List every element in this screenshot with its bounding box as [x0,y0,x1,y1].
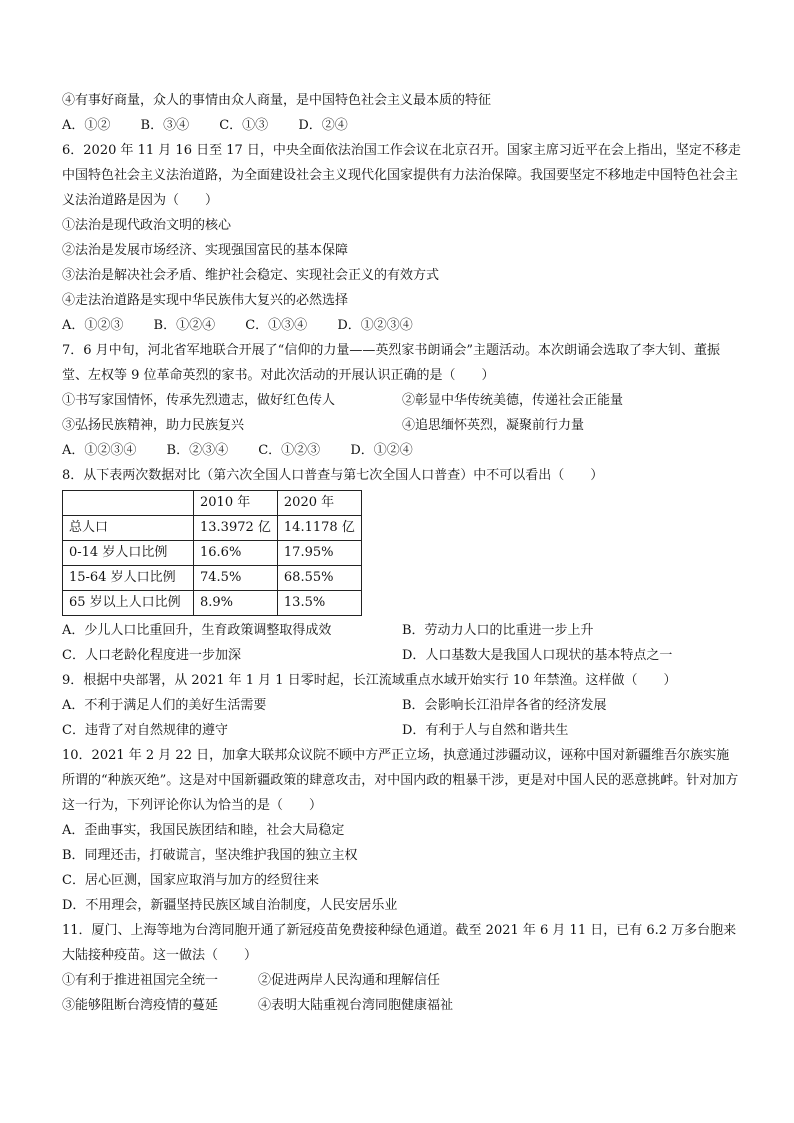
q6-choice-d[interactable]: D．①②③④ [337,318,413,333]
q10-choice-d[interactable]: D．不用理会，新疆坚持民族区域自治制度，人民安居乐业 [62,898,398,913]
q8-choice-b[interactable]: B．劳动力人口的比重进一步上升 [402,623,594,638]
table-cell: 15-64 岁人口比例 [63,566,194,591]
table-header-cell: 2020 年 [277,491,361,516]
q7-option-4: ④追思缅怀英烈，凝聚前行力量 [402,418,585,433]
q5-choice-b[interactable]: B．③④ [140,118,190,133]
q7-choices [62,438,742,463]
table-row [63,591,362,616]
table-row [63,566,362,591]
q6-stem: 6．2020 年 11 月 16 日至 17 日，中央全面依法治国工作会议在北京召开。国家主席习近平在会上指出，坚定不移走中国特色社会主义法治道路，为全面建设社会主义现代化国家提供有力法治保障。我国要坚定不移地走中国特色社会主义法治道路是因为（ ） [62,143,741,208]
q7-option-1: ①书写家国情怀，传承先烈遗志，做好红色传人 [62,393,336,408]
q9-stem: 9．根据中央部署，从 2021 年 1 月 1 日零时起，长江流域重点水域开始实行 10 年禁渔。这样做（ ） [62,673,677,688]
q6-choice-a[interactable]: A．①②③ [62,318,124,333]
q10-stem: 10．2021 年 2 月 22 日，加拿大联邦众议院不顾中方严正立场，执意通过涉疆动议，诬称中国对新疆维吾尔族实施所谓的“种族灭绝”。这是对中国新疆政策的肆意攻击，对中国内政的粗暴干涉，更是对中国人民的恶意挑衅。针对加方这一行为，下列评论你认为恰当的是（ ） [62,748,739,813]
table-cell: 总人口 [63,516,194,541]
q5-choices [62,113,742,138]
q5-choice-c[interactable]: C．①③ [219,118,269,133]
table-cell: 68.55% [277,566,361,591]
q11-option-3: ③能够阻断台湾疫情的蔓延 [62,998,219,1013]
exam-page [62,88,742,1018]
q8-choice-c[interactable]: C．人口老龄化程度进一步加深 [62,648,241,663]
q6-option-2: ②法治是发展市场经济、实现强国富民的基本保障 [62,243,349,258]
table-row [63,541,362,566]
q11-option-4: ④表明大陆重视台湾同胞健康福祉 [258,998,454,1013]
q9-choice-b[interactable]: B．会影响长江沿岸各省的经济发展 [402,698,607,713]
q9-choice-a[interactable]: A．不利于满足人们的美好生活需要 [62,698,267,713]
q10-choice-c[interactable]: C．居心叵测，国家应取消与加方的经贸往来 [62,873,319,888]
q9-choice-c[interactable]: C．违背了对自然规律的遵守 [62,723,228,738]
q7-options-row-2 [62,413,742,438]
population-table [62,490,362,616]
table-header-row [63,491,362,516]
q7-stem: 7．6 月中旬，河北省军地联合开展了“信仰的力量——英烈家书朗诵会”主题活动。本次朗诵会选取了李大钊、董振堂、左权等 9 位革命英烈的家书。对此次活动的开展认识正确的是（ ） [62,343,720,383]
q7-choice-c[interactable]: C．①②③ [258,443,321,458]
q5-choice-a[interactable]: A．①② [62,118,111,133]
q5-option-4: ④有事好商量，众人的事情由众人商量，是中国特色社会主义最本质的特征 [62,93,492,108]
q7-choice-d[interactable]: D．①②④ [350,443,413,458]
q8-choice-a[interactable]: A．少儿人口比重回升，生育政策调整取得成效 [62,623,332,638]
q6-option-1: ①法治是现代政治文明的核心 [62,218,232,233]
q9-choice-d[interactable]: D．有利于人与自然和谐共生 [402,723,569,738]
table-cell: 13.5% [277,591,361,616]
q6-choice-b[interactable]: B．①②④ [153,318,216,333]
q7-choice-b[interactable]: B．②③④ [166,443,229,458]
q9-choices-row-1 [62,693,742,718]
table-header-cell: 2010 年 [194,491,278,516]
table-header-cell [63,491,194,516]
q8-choice-d[interactable]: D．人口基数大是我国人口现状的基本特点之一 [402,648,673,663]
table-cell: 16.6% [194,541,278,566]
table-cell: 65 岁以上人口比例 [63,591,194,616]
q7-option-3: ③弘扬民族精神，助力民族复兴 [62,418,245,433]
q11-stem: 11．厦门、上海等地为台湾同胞开通了新冠疫苗免费接种绿色通道。截至 2021 年 6 月 11 日，已有 6.2 万多台胞来大陆接种疫苗。这一做法（ ） [62,923,737,963]
q7-choice-a[interactable]: A．①②③④ [62,443,137,458]
table-cell: 14.1178 亿 [277,516,361,541]
table-cell: 0-14 岁人口比例 [63,541,194,566]
table-cell: 74.5% [194,566,278,591]
q7-option-2: ②彰显中华传统美德，传递社会正能量 [402,393,624,408]
q5-choice-d[interactable]: D．②④ [298,118,348,133]
q6-choices [62,313,742,338]
q11-options-row-2 [62,993,742,1018]
q8-choices-row-1 [62,618,742,643]
table-row [63,516,362,541]
table-cell: 17.95% [277,541,361,566]
q7-options-row-1 [62,388,742,413]
q6-choice-c[interactable]: C．①③④ [245,318,308,333]
q8-choices-row-2 [62,643,742,668]
q6-option-4: ④走法治道路是实现中华民族伟大复兴的必然选择 [62,293,349,308]
table-cell: 13.3972 亿 [194,516,278,541]
q8-stem: 8．从下表两次数据对比（第六次全国人口普查与第七次全国人口普查）中不可以看出（ ） [62,468,604,483]
q11-options-row-1 [62,968,742,993]
q11-option-1: ①有利于推进祖国完全统一 [62,973,219,988]
q10-choice-b[interactable]: B．同理还击，打破谎言，坚决维护我国的独立主权 [62,848,358,863]
q10-choice-a[interactable]: A．歪曲事实，我国民族团结和睦，社会大局稳定 [62,823,345,838]
q9-choices-row-2 [62,718,742,743]
table-cell: 8.9% [194,591,278,616]
q6-option-3: ③法治是解决社会矛盾、维护社会稳定、实现社会正义的有效方式 [62,268,440,283]
q11-option-2: ②促进两岸人民沟通和理解信任 [258,973,441,988]
